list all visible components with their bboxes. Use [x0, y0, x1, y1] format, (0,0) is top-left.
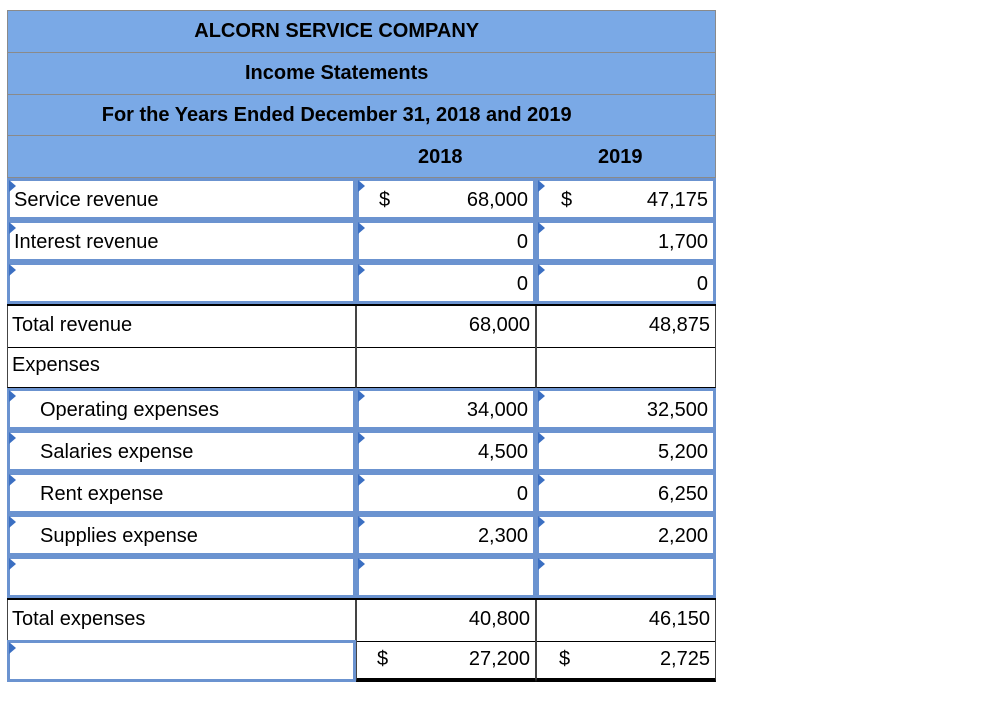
column-header-2018: 2018 [418, 146, 463, 168]
input-marker-icon [538, 180, 545, 192]
input-marker-icon [358, 558, 365, 570]
row-salaries-expense [7, 430, 716, 472]
row-supplies-expense [7, 514, 716, 556]
currency-symbol: $ [379, 189, 391, 211]
interest-revenue-label-field[interactable]: Interest revenue [7, 220, 356, 262]
input-marker-icon [358, 222, 365, 234]
statement-period: For the Years Ended December 31, 2018 and 2019 [7, 94, 716, 136]
input-marker-icon [358, 390, 365, 402]
salaries-expense-2018-field[interactable]: 4,500 [356, 430, 536, 472]
blank-revenue-2018-field[interactable]: 0 [356, 262, 536, 304]
input-marker-icon [358, 180, 365, 192]
blank-expense-label-field[interactable] [7, 556, 356, 598]
row-expenses-heading [7, 346, 716, 388]
row-total-revenue [7, 304, 716, 346]
operating-expenses-label-field[interactable]: Operating expenses [7, 388, 356, 430]
rent-expense-label-field[interactable]: Rent expense [7, 472, 356, 514]
total-expenses-2019: 46,150 [536, 600, 716, 642]
supplies-expense-2019-field[interactable]: 2,200 [536, 514, 716, 556]
interest-revenue-2019-field[interactable]: 1,700 [536, 220, 716, 262]
input-marker-icon [538, 264, 545, 276]
input-marker-icon [9, 264, 16, 276]
total-revenue-2018: 68,000 [356, 306, 536, 348]
rent-expense-2018-field[interactable]: 0 [356, 472, 536, 514]
currency-symbol: $ [377, 648, 389, 670]
total-revenue-label: Total revenue [7, 306, 356, 348]
expenses-heading-2018 [356, 346, 536, 388]
total-revenue-2019: 48,875 [536, 306, 716, 348]
net-result-2019: $ 2,725 [536, 640, 716, 682]
salaries-expense-label-field[interactable]: Salaries expense [7, 430, 356, 472]
row-interest-revenue [7, 220, 716, 262]
row-service-revenue [7, 178, 716, 220]
total-expenses-label: Total expenses [7, 600, 356, 642]
blank-expense-2018-field[interactable] [356, 556, 536, 598]
row-blank-expense [7, 556, 716, 598]
input-marker-icon [358, 432, 365, 444]
row-net-result [7, 640, 716, 682]
input-marker-icon [538, 390, 545, 402]
blank-expense-2019-field[interactable] [536, 556, 716, 598]
company-name: ALCORN SERVICE COMPANY [7, 10, 716, 52]
operating-expenses-2019-field[interactable]: 32,500 [536, 388, 716, 430]
row-rent-expense [7, 472, 716, 514]
rent-expense-2019-field[interactable]: 6,250 [536, 472, 716, 514]
salaries-expense-2019-field[interactable]: 5,200 [536, 430, 716, 472]
input-marker-icon [9, 516, 16, 528]
input-marker-icon [538, 432, 545, 444]
input-marker-icon [9, 474, 16, 486]
input-marker-icon [538, 474, 545, 486]
input-marker-icon [9, 642, 16, 654]
input-marker-icon [538, 558, 545, 570]
column-header-row [7, 136, 716, 178]
input-marker-icon [538, 516, 545, 528]
input-marker-icon [9, 432, 16, 444]
input-marker-icon [358, 264, 365, 276]
service-revenue-2019-field[interactable]: $ 47,175 [536, 178, 716, 220]
total-expenses-2018: 40,800 [356, 600, 536, 642]
net-result-2018: $ 27,200 [356, 640, 536, 682]
row-operating-expenses [7, 388, 716, 430]
input-marker-icon [538, 222, 545, 234]
row-blank-revenue [7, 262, 716, 304]
income-statement [7, 10, 716, 682]
column-header-2019: 2019 [598, 146, 643, 168]
net-result-label-field[interactable] [7, 640, 356, 682]
row-total-expenses [7, 598, 716, 640]
service-revenue-2018-field[interactable]: $ 68,000 [356, 178, 536, 220]
expenses-heading: Expenses [7, 346, 356, 388]
input-marker-icon [358, 474, 365, 486]
input-marker-icon [9, 558, 16, 570]
expenses-heading-2019 [536, 346, 716, 388]
interest-revenue-2018-field[interactable]: 0 [356, 220, 536, 262]
input-marker-icon [9, 390, 16, 402]
supplies-expense-label-field[interactable]: Supplies expense [7, 514, 356, 556]
blank-revenue-2019-field[interactable]: 0 [536, 262, 716, 304]
operating-expenses-2018-field[interactable]: 34,000 [356, 388, 536, 430]
input-marker-icon [358, 516, 365, 528]
supplies-expense-2018-field[interactable]: 2,300 [356, 514, 536, 556]
currency-symbol: $ [561, 189, 573, 211]
currency-symbol: $ [559, 648, 571, 670]
service-revenue-label-field[interactable]: Service revenue [7, 178, 356, 220]
statement-title: Income Statements [7, 52, 716, 94]
blank-revenue-label-field[interactable] [7, 262, 356, 304]
